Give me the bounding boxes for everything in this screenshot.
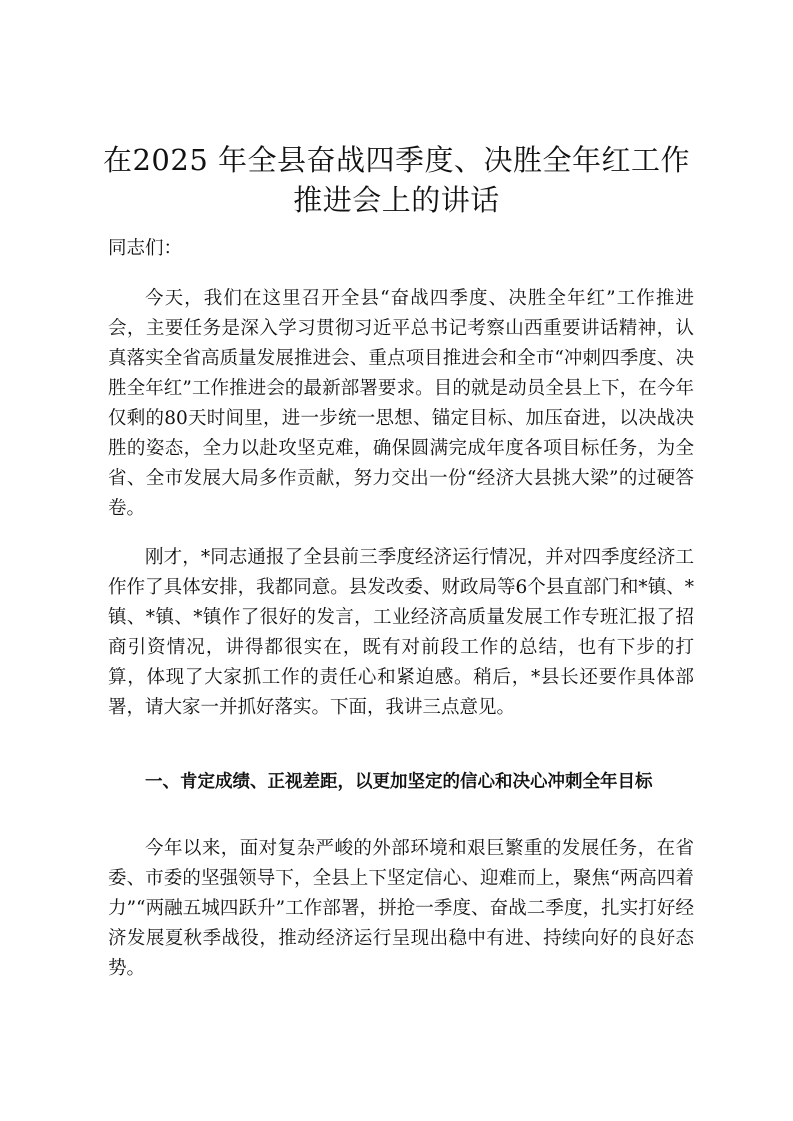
section-paragraph: 今年以来，面对复杂严峻的外部环境和艰巨繁重的发展任务，在省委、市委的坚强领导下，全县上下坚定信心、迎难而上，聚焦“两高四着力”“两融五城四跃升”工作部署，拼抢一季度、奋战二季度，扎实打好经济发展夏秋季战役，推动经济运行呈现出稳中有进、持续向好的良好态势。 (108, 838, 694, 979)
title-line-1: 在2025 年全县奋战四季度、决胜全年红工作 (102, 143, 691, 177)
page-title (60, 140, 733, 220)
salutation: 同志们： (108, 238, 183, 259)
section-heading: 一、肯定成绩、正视差距，以更加坚定的信心和决心冲刺全年目标 (145, 772, 653, 792)
paragraph-opening: 今天，我们在这里召开全县“奋战四季度、决胜全年红”工作推进会，主要任务是深入学习贯彻习近平总书记考察山西重要讲话精神，认真落实全省高质量发展推进会、重点项目推进会和全市“冲刺四季度、决胜全年红”工作推进会的最新部署要求。目的就是动员全县上下，在今年仅剩的80天时间里，进一步统一思想、锚定目标、加压奋进，以决战决胜的姿态，全力以赴攻坚克难，确保圆满完成年度各项目标任务，为全省、全市发展大局多作贡献，努力交出一份“经济大县挑大梁”的过硬答卷。 (108, 288, 694, 519)
paragraph-review: 刚才，*同志通报了全县前三季度经济运行情况，并对四季度经济工作作了具体安排，我都同意。县发改委、财政局等6个县直部门和*镇、*镇、*镇、*镇作了很好的发言，工业经济高质量发展工作专班汇报了招商引资情况，讲得都很实在，既有对前段工作的总结，也有下步的打算，体现了大家抓工作的责任心和紧迫感。稍后，*县长还要作具体部署，请大家一并抓好落实。下面，我讲三点意见。 (108, 547, 694, 718)
title-line-2: 推进会上的讲话 (293, 183, 500, 217)
